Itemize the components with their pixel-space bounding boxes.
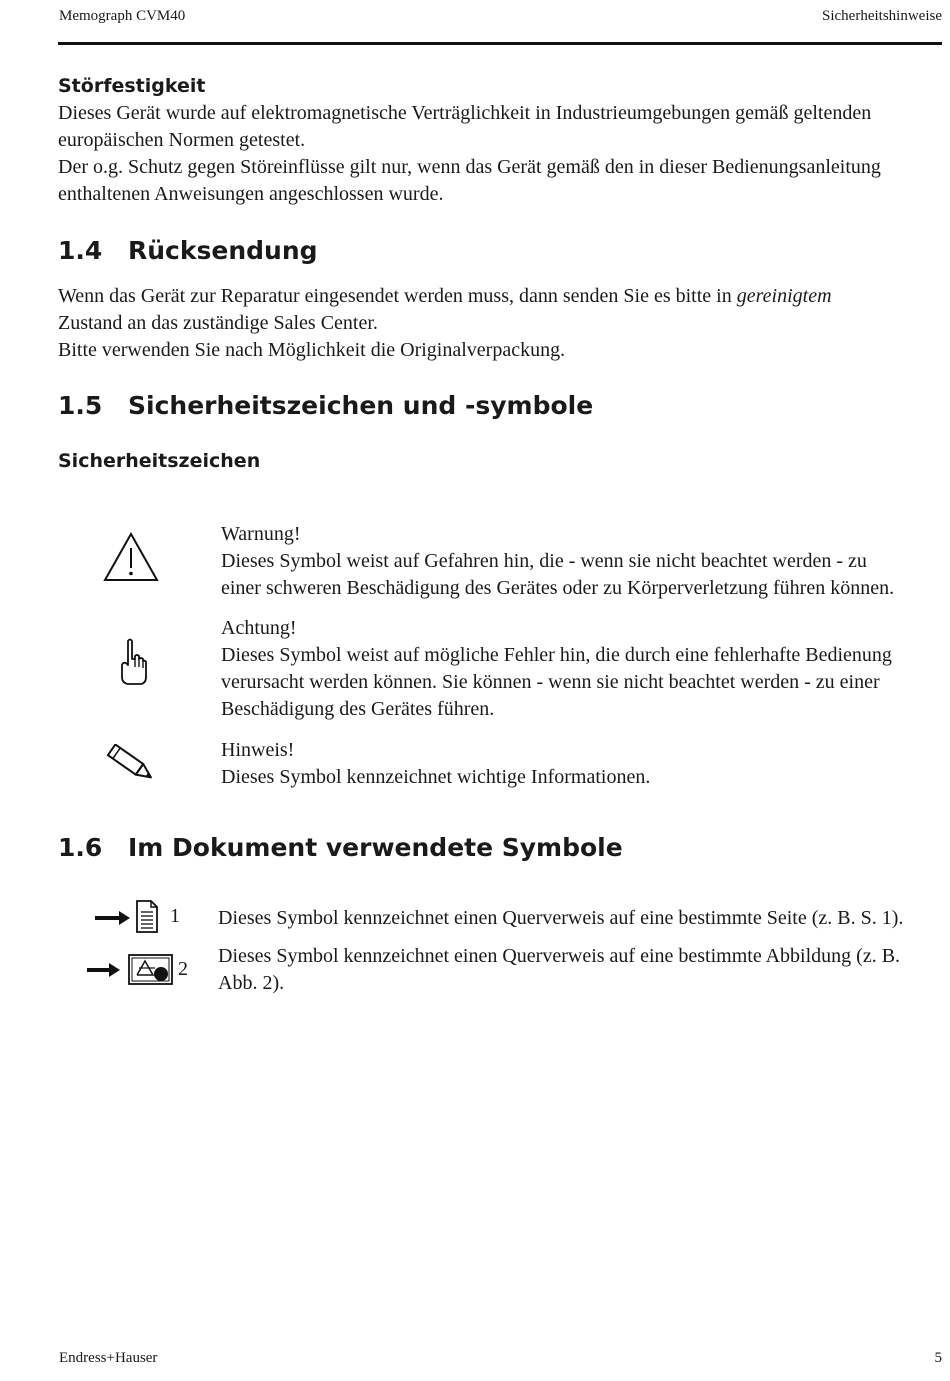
text-line: Dieses Gerät wurde auf elektromagnetische Verträglichkeit in Industrieumgebungen gemäß geltenden bbox=[58, 102, 872, 124]
text-line: Dieses Symbol weist auf Gefahren hin, die - wenn sie nicht beachtet werden - zu bbox=[221, 550, 867, 572]
hinweis-title: Hinweis! bbox=[221, 739, 295, 761]
text-line bbox=[58, 283, 948, 310]
text-line: Dieses Symbol kennzeichnet einen Querverweis auf eine bestimmte Seite (z. B. S. 1). bbox=[218, 907, 904, 929]
text-span: Wenn das Gerät zur Reparatur eingesendet werden muss, dann senden Sie es bitte in bbox=[58, 285, 737, 307]
footer-company: Endress+Hauser bbox=[59, 1350, 158, 1366]
section-1-4-text bbox=[58, 283, 948, 364]
text-line: Bitte verwenden Sie nach Möglichkeit die Originalverpackung. bbox=[58, 339, 566, 361]
text-line: verursacht werden können. Sie können - wenn sie nicht beachtet werden - zu einer bbox=[221, 671, 880, 693]
warnung-block bbox=[221, 521, 949, 602]
pencil-icon bbox=[103, 744, 159, 784]
page-ref-text bbox=[218, 905, 948, 932]
sicherheitszeichen-heading: Sicherheitszeichen bbox=[58, 450, 261, 472]
warning-triangle-icon bbox=[102, 531, 160, 583]
page-number: 5 bbox=[934, 1350, 942, 1366]
section-number: 1.6 bbox=[58, 833, 103, 862]
text-line: Zustand an das zuständige Sales Center. bbox=[58, 312, 378, 334]
section-1-6-heading bbox=[58, 833, 623, 862]
header-rule bbox=[58, 42, 942, 45]
text-line: Abb. 2). bbox=[218, 972, 285, 994]
page-ref-number: 1 bbox=[170, 905, 180, 927]
text-line: Dieses Symbol kennzeichnet einen Querverweis auf eine bestimmte Abbildung (z. B. bbox=[218, 945, 901, 967]
hinweis-block bbox=[221, 737, 949, 791]
section-number: 1.5 bbox=[58, 391, 103, 420]
stoerfestigkeit-text bbox=[58, 100, 948, 208]
text-line: enthaltenen Anweisungen angeschlossen wurde. bbox=[58, 183, 444, 205]
page-reference-icon bbox=[93, 898, 165, 934]
text-line: Der o.g. Schutz gegen Störeinflüsse gilt nur, wenn das Gerät gemäß den in dieser Bedienungsanleitung bbox=[58, 156, 881, 178]
emphasis: gereinigtem bbox=[736, 285, 832, 307]
section-number: 1.4 bbox=[58, 236, 103, 265]
text-line: einer schweren Beschädigung des Gerätes oder zu Körperverletzung führen können. bbox=[221, 577, 895, 599]
stoerfestigkeit-heading: Störfestigkeit bbox=[58, 75, 206, 97]
achtung-title: Achtung! bbox=[221, 617, 297, 639]
text-line: Dieses Symbol weist auf mögliche Fehler hin, die durch eine fehlerhafte Bedienung bbox=[221, 644, 892, 666]
warnung-title: Warnung! bbox=[221, 523, 301, 545]
section-title: Im Dokument verwendete Symbole bbox=[128, 833, 623, 862]
section-1-5-heading bbox=[58, 391, 593, 420]
running-header-left: Memograph CVM40 bbox=[59, 8, 186, 24]
text-line: europäischen Normen getestet. bbox=[58, 129, 306, 151]
section-title: Sicherheitszeichen und -symbole bbox=[128, 391, 594, 420]
text-line: Dieses Symbol kennzeichnet wichtige Informationen. bbox=[221, 766, 651, 788]
figure-ref-number: 2 bbox=[178, 958, 188, 980]
figure-ref-text bbox=[218, 943, 948, 997]
section-title: Rücksendung bbox=[128, 236, 318, 265]
figure-reference-icon bbox=[85, 950, 175, 988]
achtung-block bbox=[221, 615, 949, 723]
text-line: Beschädigung des Gerätes führen. bbox=[221, 698, 495, 720]
running-header-right: Sicherheitshinweise bbox=[822, 8, 942, 24]
section-1-4-heading bbox=[58, 236, 318, 265]
pointing-hand-icon bbox=[117, 637, 149, 689]
